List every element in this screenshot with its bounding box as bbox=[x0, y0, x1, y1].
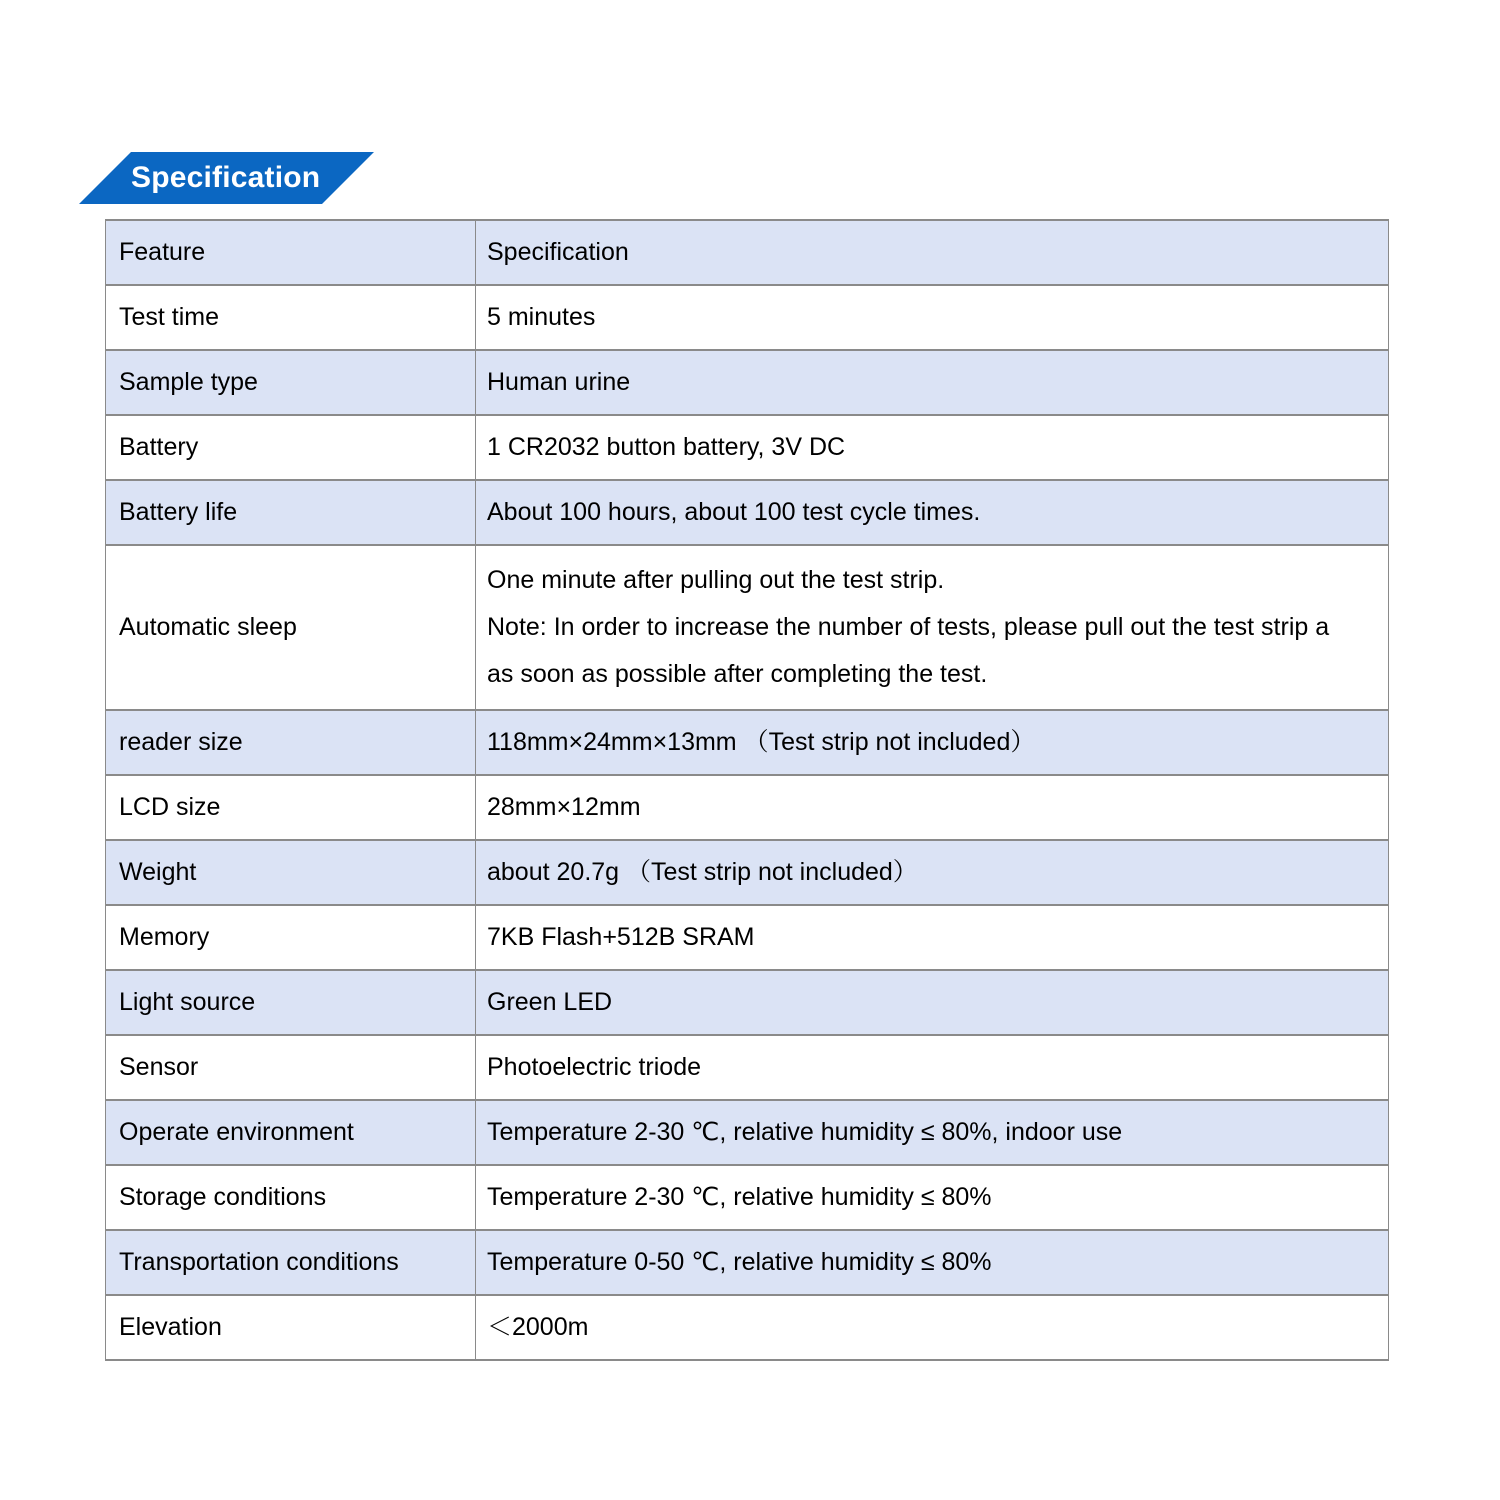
cell-specification: 5 minutes bbox=[476, 285, 1389, 350]
cell-feature: Elevation bbox=[106, 1295, 476, 1360]
cell-feature: Operate environment bbox=[106, 1100, 476, 1165]
cell-feature: Memory bbox=[106, 905, 476, 970]
cell-specification: Human urine bbox=[476, 350, 1389, 415]
cell-feature: Automatic sleep bbox=[106, 545, 476, 710]
table-row bbox=[106, 1035, 1389, 1100]
table-row bbox=[106, 970, 1389, 1035]
table-row bbox=[106, 1230, 1389, 1295]
cell-specification: Photoelectric triode bbox=[476, 1035, 1389, 1100]
cell-specification: 28mm×12mm bbox=[476, 775, 1389, 840]
cell-specification: 118mm×24mm×13mm （Test strip not included） bbox=[476, 710, 1389, 775]
cell-specification-line: One minute after pulling out the test strip. bbox=[487, 566, 945, 594]
cell-feature: Sensor bbox=[106, 1035, 476, 1100]
table-body bbox=[106, 285, 1389, 1360]
cell-specification: Temperature 0-50 ℃, relative humidity ≤ 80% bbox=[476, 1230, 1389, 1295]
column-header-specification: Specification bbox=[476, 220, 1389, 285]
section-title: Specification bbox=[131, 161, 321, 194]
table-row bbox=[106, 1165, 1389, 1230]
specification-table bbox=[105, 219, 1389, 1361]
table-row bbox=[106, 545, 1389, 710]
table-row bbox=[106, 1295, 1389, 1360]
table-row bbox=[106, 775, 1389, 840]
table-row bbox=[106, 710, 1389, 775]
table-row bbox=[106, 840, 1389, 905]
table-row bbox=[106, 480, 1389, 545]
table-row bbox=[106, 1100, 1389, 1165]
cell-specification bbox=[476, 545, 1389, 710]
cell-feature: Sample type bbox=[106, 350, 476, 415]
cell-specification: Temperature 2-30 ℃, relative humidity ≤ 80%, indoor use bbox=[476, 1100, 1389, 1165]
table-header-row bbox=[106, 220, 1389, 285]
table-row bbox=[106, 415, 1389, 480]
cell-specification: ＜2000m bbox=[476, 1295, 1389, 1360]
cell-specification-line: as soon as possible after completing the test. bbox=[487, 660, 988, 688]
cell-feature: Transportation conditions bbox=[106, 1230, 476, 1295]
column-header-feature: Feature bbox=[106, 220, 476, 285]
cell-specification: Temperature 2-30 ℃, relative humidity ≤ 80% bbox=[476, 1165, 1389, 1230]
cell-feature: Weight bbox=[106, 840, 476, 905]
cell-specification: 1 CR2032 button battery, 3V DC bbox=[476, 415, 1389, 480]
cell-feature: Storage conditions bbox=[106, 1165, 476, 1230]
table-row bbox=[106, 350, 1389, 415]
cell-specification-line: Note: In order to increase the number of tests, please pull out the test strip a bbox=[487, 613, 1330, 641]
table-row bbox=[106, 905, 1389, 970]
section-banner bbox=[79, 152, 379, 204]
cell-feature: Light source bbox=[106, 970, 476, 1035]
cell-feature: Test time bbox=[106, 285, 476, 350]
table-header bbox=[106, 220, 1389, 285]
cell-specification: 7KB Flash+512B SRAM bbox=[476, 905, 1389, 970]
cell-feature: Battery life bbox=[106, 480, 476, 545]
table-row bbox=[106, 285, 1389, 350]
cell-feature: reader size bbox=[106, 710, 476, 775]
cell-feature: LCD size bbox=[106, 775, 476, 840]
cell-specification: About 100 hours, about 100 test cycle times. bbox=[476, 480, 1389, 545]
cell-specification: about 20.7g （Test strip not included） bbox=[476, 840, 1389, 905]
cell-feature: Battery bbox=[106, 415, 476, 480]
cell-specification: Green LED bbox=[476, 970, 1389, 1035]
